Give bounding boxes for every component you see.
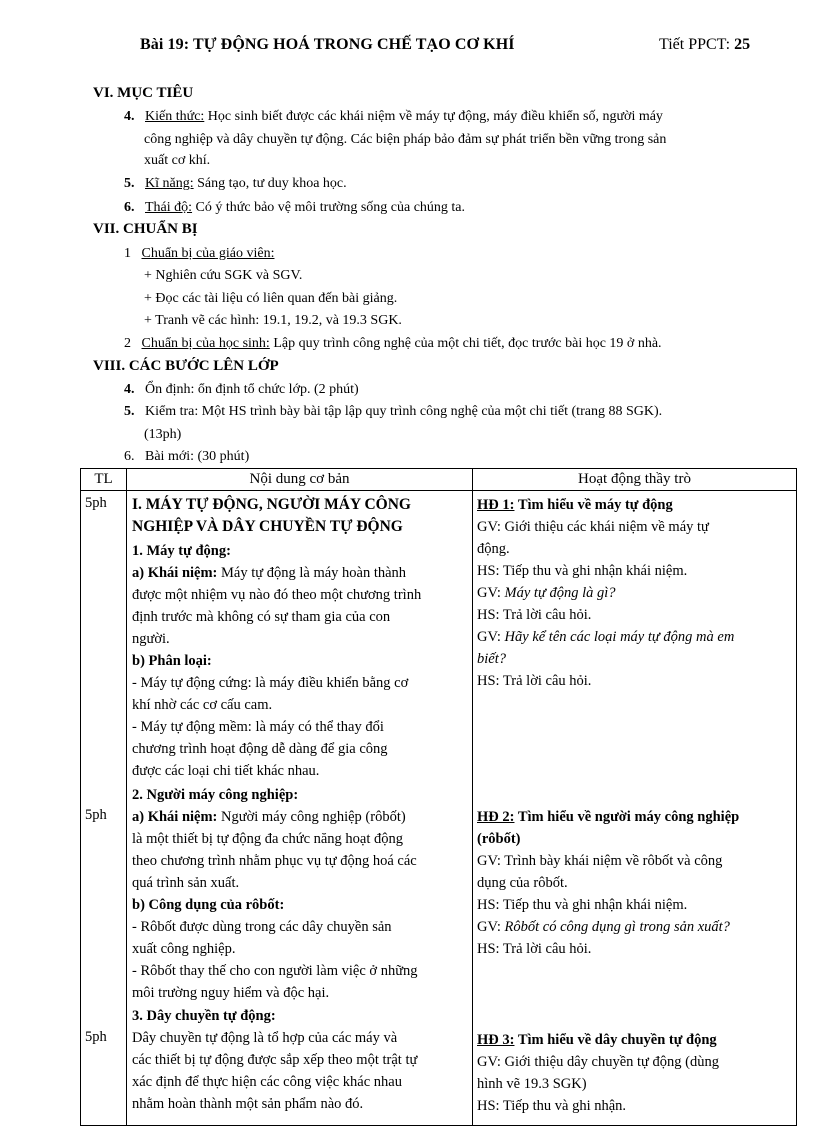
content-line: được các loại chi tiết khác nhau. — [132, 763, 320, 779]
activity-line — [477, 582, 795, 604]
lesson-title: Bài 19: TỰ ĐỘNG HOÁ TRONG CHẾ TẠO CƠ KHÍ — [140, 36, 515, 53]
question: Rôbốt có công dụng gì trong sản xuất? — [504, 919, 730, 935]
student-preparation-label: Chuẩn bị của học sinh: — [141, 336, 270, 351]
header-time: TL — [81, 469, 127, 491]
content-line: môi trường nguy hiểm và độc hại. — [132, 985, 330, 1001]
activity-line: GV: Trình bày khái niệm về rôbốt và công — [477, 853, 723, 869]
content-line-heading: 3. Dây chuyền tự động: — [132, 1008, 276, 1024]
content-line: chương trình hoạt động dễ dàng để gia công — [132, 741, 388, 757]
activity-1-heading — [477, 494, 795, 516]
title-row — [0, 36, 816, 58]
activity-3-heading — [477, 1029, 795, 1051]
content-heading-2: NGHIỆP VÀ DÂY CHUYỀN TỰ ĐỘNG — [132, 518, 403, 535]
header-content: Nội dung cơ bản — [127, 469, 473, 491]
activity-line: HS: Tiếp thu và ghi nhận khái niệm. — [477, 563, 688, 579]
content-line: là một thiết bị tự động đa chức năng hoạt động — [132, 831, 404, 847]
content-line: được một nhiệm vụ nào đó theo một chương trình — [132, 587, 422, 603]
table-header-row — [81, 469, 797, 491]
item-number: 6. — [124, 200, 135, 215]
content-line: quá trình sản xuất. — [132, 875, 240, 891]
check-text: Kiểm tra: Một HS trình bày bài tập lập quy trình công nghệ của một chi tiết (trang 88 SGK). — [145, 404, 663, 419]
item-number: 6. — [124, 449, 135, 464]
concept-label: a) Khái niệm: — [132, 809, 218, 825]
knowledge-label: Kiến thức: — [145, 109, 205, 124]
item-number: 4. — [124, 109, 135, 124]
section-preparation-heading: VII. CHUẨN BỊ — [93, 221, 198, 237]
objective-attitude — [124, 198, 465, 218]
table-row — [81, 491, 797, 1126]
student-preparation-text: Lập quy trình công nghệ của một chi tiết, đọc trước bài học 19 ở nhà. — [269, 336, 662, 351]
activity-line: HS: Tiếp thu và ghi nhận khái niệm. — [477, 897, 688, 913]
content-line: xác định để thực hiện các công việc khác nhau — [132, 1074, 402, 1090]
teacher-preparation-label: Chuẩn bị của giáo viên: — [141, 246, 275, 261]
content-line: nhằm hoàn thành một sản phẩm nào đó. — [132, 1096, 364, 1112]
activity-line: dụng của rôbốt. — [477, 875, 568, 891]
item-number: 5. — [124, 176, 135, 191]
content-line: khí nhờ các cơ cấu cam. — [132, 697, 273, 713]
item-number: 4. — [124, 382, 135, 397]
speaker: GV: — [477, 585, 505, 601]
section-objectives-heading: VI. MỤC TIÊU — [93, 85, 194, 101]
activity-line: biết? — [477, 651, 506, 667]
content-line: Dây chuyền tự động là tổ hợp của các máy và — [132, 1030, 398, 1046]
question: Máy tự động là gì? — [504, 585, 616, 601]
activity-title: Tìm hiểu về dây chuyền tự động — [514, 1032, 717, 1048]
content-line: - Rôbốt thay thế cho con người làm việc ở những — [132, 963, 418, 979]
new-lesson-text: Bài mới: (30 phút) — [145, 449, 250, 464]
concept-text: Người máy công nghiệp (rôbốt) — [217, 809, 406, 825]
item-number: 1 — [124, 246, 131, 261]
activity-label: HĐ 3: — [477, 1032, 515, 1048]
activity-cell — [473, 491, 797, 1126]
content-line: theo chương trình nhằm phục vụ tự động hoá các — [132, 853, 417, 869]
activity-line: HS: Tiếp thu và ghi nhận. — [477, 1098, 627, 1114]
activity-line: GV: Giới thiệu các khái niệm về máy tự — [477, 519, 709, 535]
speaker: GV: — [477, 919, 505, 935]
step-new-lesson — [124, 447, 249, 467]
check-text-line2: (13ph) — [144, 427, 182, 442]
classification-label: b) Phân loại: — [132, 653, 212, 669]
time-3: 5ph — [85, 1029, 107, 1045]
activity-title: Tìm hiểu về người máy công nghiệp — [514, 809, 740, 825]
student-preparation — [124, 334, 662, 354]
item-number: 5. — [124, 404, 135, 419]
content-line: các thiết bị tự động được sắp xếp theo một trật tự — [132, 1052, 418, 1068]
content-line: người. — [132, 631, 170, 647]
activity-2-heading-line2: (rôbốt) — [477, 831, 521, 847]
knowledge-text: Học sinh biết được các khái niệm về máy tự động, máy điều khiển số, người máy — [204, 109, 663, 124]
content-robot-heading: 2. Người máy công nghiệp: — [132, 787, 299, 803]
concept-text: Máy tự động là máy hoàn thành — [217, 565, 407, 581]
content-line — [132, 562, 468, 584]
content-line: - Rôbốt được dùng trong các dây chuyền sản — [132, 919, 392, 935]
content-line: - Máy tự động mềm: là máy có thể thay đổi — [132, 719, 384, 735]
section-procedure-heading: VIII. CÁC BƯỚC LÊN LỚP — [93, 358, 279, 374]
skills-label: Kĩ năng: — [145, 176, 194, 191]
stabilize-text: Ổn định: ổn định tổ chức lớp. (2 phút) — [145, 382, 359, 397]
teacher-prep-bullet-2: + Đọc các tài liệu có liên quan đến bài giảng. — [144, 291, 398, 306]
step-stabilize — [124, 380, 359, 400]
objective-knowledge — [124, 107, 663, 127]
content-cell — [127, 491, 473, 1126]
period-label-text: Tiết PPCT: — [659, 36, 731, 53]
activity-label: HĐ 1: — [477, 497, 515, 513]
activity-2-heading — [477, 806, 795, 828]
time-cell — [81, 491, 127, 1126]
activity-title: Tìm hiểu về máy tự động — [514, 497, 673, 513]
activity-line — [477, 916, 795, 938]
activity-line: động. — [477, 541, 510, 557]
skills-text: Sáng tạo, tư duy khoa học. — [193, 176, 347, 191]
activity-line: HS: Trả lời câu hỏi. — [477, 673, 592, 689]
teacher-prep-bullet-1: + Nghiên cứu SGK và SGV. — [144, 268, 303, 283]
content-line — [132, 806, 468, 828]
robot-usage-label: b) Công dụng của rôbốt: — [132, 897, 285, 913]
teacher-prep-bullet-3: + Tranh vẽ các hình: 19.1, 19.2, và 19.3 SGK. — [144, 313, 402, 328]
content-line: định trước mà không có sự tham gia của con — [132, 609, 391, 625]
header-activity: Hoạt động thầy trò — [473, 469, 797, 491]
activity-line: GV: Giới thiệu dây chuyền tự động (dùng — [477, 1054, 719, 1070]
content-heading-1: I. MÁY TỰ ĐỘNG, NGƯỜI MÁY CÔNG — [132, 496, 411, 513]
period-label — [659, 36, 750, 54]
attitude-label: Thái độ: — [145, 200, 193, 215]
knowledge-text-line2: công nghiệp và dây chuyền tự động. Các biện pháp bảo đảm sự phát triển bền vững trong sản — [144, 132, 667, 147]
concept-label: a) Khái niệm: — [132, 565, 218, 581]
activity-line — [477, 626, 795, 648]
step-check — [124, 402, 662, 422]
lesson-table — [80, 468, 797, 1126]
item-number: 2 — [124, 336, 131, 351]
activity-line: HS: Trả lời câu hỏi. — [477, 607, 592, 623]
content-line: xuất công nghiệp. — [132, 941, 236, 957]
teacher-preparation — [124, 244, 274, 264]
attitude-text: Có ý thức bảo vệ môi trường sống của chúng ta. — [192, 200, 466, 215]
activity-line: HS: Trả lời câu hỏi. — [477, 941, 592, 957]
activity-line: hình vẽ 19.3 SGK) — [477, 1076, 587, 1092]
time-2: 5ph — [85, 807, 107, 823]
content-automatic-machine-heading: 1. Máy tự động: — [132, 543, 231, 559]
activity-label: HĐ 2: — [477, 809, 515, 825]
time-1: 5ph — [85, 495, 107, 511]
content-line: - Máy tự động cứng: là máy điều khiển bằng cơ — [132, 675, 409, 691]
question: Hãy kể tên các loại máy tự động mà em — [504, 629, 735, 645]
knowledge-text-line3: xuất cơ khí. — [144, 153, 211, 168]
objective-skills — [124, 174, 347, 194]
speaker: GV: — [477, 629, 505, 645]
period-number: 25 — [734, 36, 751, 53]
